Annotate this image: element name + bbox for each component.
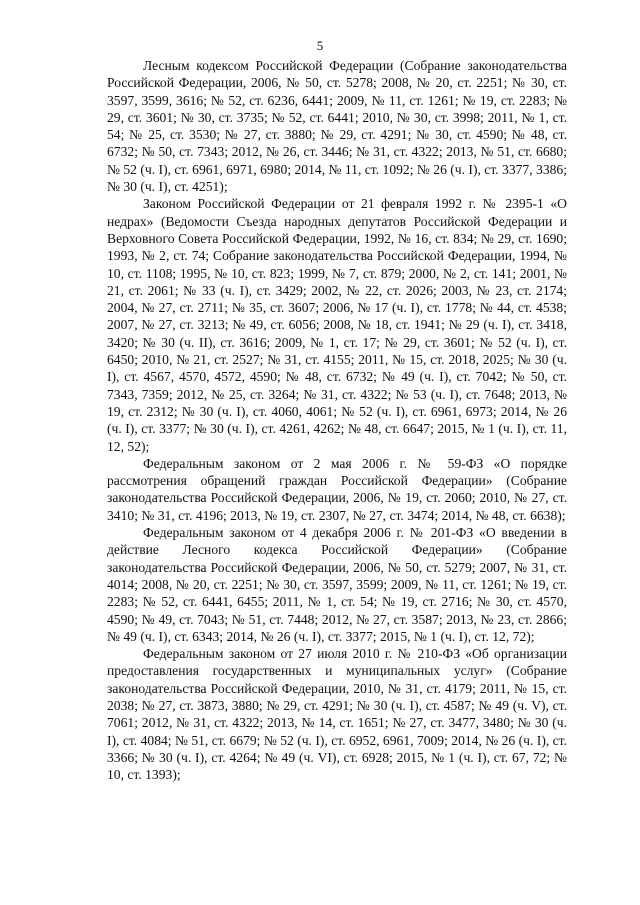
paragraph-citizen-appeals-law: Федеральным законом от 2 мая 2006 г. № 59-ФЗ «О порядке рассмотрения обращений граждан Российской Федерации» (Собрание законодательства Российской Федерации, 2006, № 19, ст. 2060; 2010, № 27, ст. 3410; № 31, ст. 4196; 2013, № 19, ст. 2307, № 27, ст. 3474; 2014, № 48, ст. 6638); bbox=[107, 455, 567, 523]
paragraph-forest-code-enactment-law: Федеральным законом от 4 декабря 2006 г. № 201-ФЗ «О введении в действие Лесного кодекса Российской Федерации» (Собрание законодательства Российской Федерации, 2006, № 50, ст. 5279; 2007, № 31, ст. 4014; 2008, № 20, ст. 2251; № 30, ст. 3597, 3599; 2009, № 11, ст. 1261; № 19, ст. 2283; № 52, ст. 6441, 6455; 2011, № 1, ст. 54; № 19, ст. 2716; № 30, ст. 4570, 4590; № 49, ст. 7043; № 51, ст. 7448; 2012, № 27, ст. 3587; 2013, № 23, ст. 2866; № 49 (ч. I), ст. 6343; 2014, № 26 (ч. I), ст. 3377; 2015, № 1 (ч. I), ст. 12, 72); bbox=[107, 525, 567, 644]
document-body bbox=[107, 57, 567, 783]
paragraph-public-services-law: Федеральным законом от 27 июля 2010 г. № 210-ФЗ «Об организации предоставления государственных и муниципальных услуг» (Собрание законодательства Российской Федерации, 2010, № 31, ст. 4179; 2011, № 15, ст. 2038; № 27, ст. 3873, 3880; № 29, ст. 4291; № 30 (ч. I), ст. 4587; № 49 (ч. V), ст. 7061; 2012, № 31, ст. 4322; 2013, № 14, ст. 1651; № 27, ст. 3477, 3480; № 30 (ч. I), ст. 4084; № 51, ст. 6679; № 52 (ч. I), ст. 6952, 6961, 7009; 2014, № 26 (ч. I), ст. 3366; № 30 (ч. I), ст. 4264; № 49 (ч. VI), ст. 6928; 2015, № 1 (ч. I), ст. 67, 72; № 10, ст. 1393); bbox=[107, 646, 567, 783]
paragraph-subsoil-law: Законом Российской Федерации от 21 февраля 1992 г. № 2395-1 «О недрах» (Ведомости Съезда народных депутатов Российской Федерации и Верховного Совета Российской Федерации, 1992, № 16, ст. 834; № 29, ст. 1690; 1993, № 2, ст. 74; Собрание законодательства Российской Федерации, 1994, № 10, ст. 1108; 1995, № 10, ст. 823; 1999, № 7, ст. 879; 2000, № 2, ст. 141; 2001, № 21, ст. 2061; № 33 (ч. I), ст. 3429; 2002, № 22, ст. 2026; 2003, № 23, ст. 2174; 2004, № 27, ст. 2711; № 35, ст. 3607; 2006, № 17 (ч. I), ст. 1778; № 44, ст. 4538; 2007, № 27, ст. 3213; № 49, ст. 6056; 2008, № 18, ст. 1941; № 29 (ч. I), ст. 3418, 3420; № 30 (ч. II), ст. 3616; 2009, № 1, ст. 17; № 29, ст. 3601; № 52 (ч. I), ст. 6450; 2010, № 21, ст. 2527; № 31, ст. 4155; 2011, № 15, ст. 2018, 2025; № 30 (ч. I), ст. 4567, 4570, 4572, 4590; № 48, ст. 6732; № 49 (ч. I), ст. 7042; № 50, ст. 7343, 7359; 2012, № 25, ст. 3264; № 31, ст. 4322; № 53 (ч. I), ст. 7648; 2013, № 19, ст. 2312; № 30 (ч. I), ст. 4060, 4061; № 52 (ч. I), ст. 6961, 6973; 2014, № 26 (ч. I), ст. 3377; № 30 (ч. I), ст. 4261, 4262; № 48, ст. 6647; 2015, № 1 (ч. I), ст. 11, 12, 52); bbox=[107, 196, 567, 454]
page-number: 5 bbox=[316, 38, 324, 53]
paragraph-forest-code: Лесным кодексом Российской Федерации (Собрание законодательства Российской Федерации, 2006, № 50, ст. 5278; 2008, № 20, ст. 2251; № 30, ст. 3597, 3599, 3616; № 52, ст. 6236, 6441; 2009, № 11, ст. 1261; № 19, ст. 2283; № 29, ст. 3601; № 30, ст. 3735; № 52, ст. 6441; 2010, № 30, ст. 3998; 2011, № 1, ст. 54; № 25, ст. 3530; № 27, ст. 3880; № 29, ст. 4291; № 30, ст. 4590; № 48, ст. 6732; № 50, ст. 7343; 2012, № 26, ст. 3446; № 31, ст. 4322; 2013, № 51, ст. 6680; № 52 (ч. I), ст. 6961, 6971, 6980; 2014, № 11, ст. 1092; № 26 (ч. I), ст. 3377, 3386; № 30 (ч. I), ст. 4251); bbox=[107, 58, 567, 195]
